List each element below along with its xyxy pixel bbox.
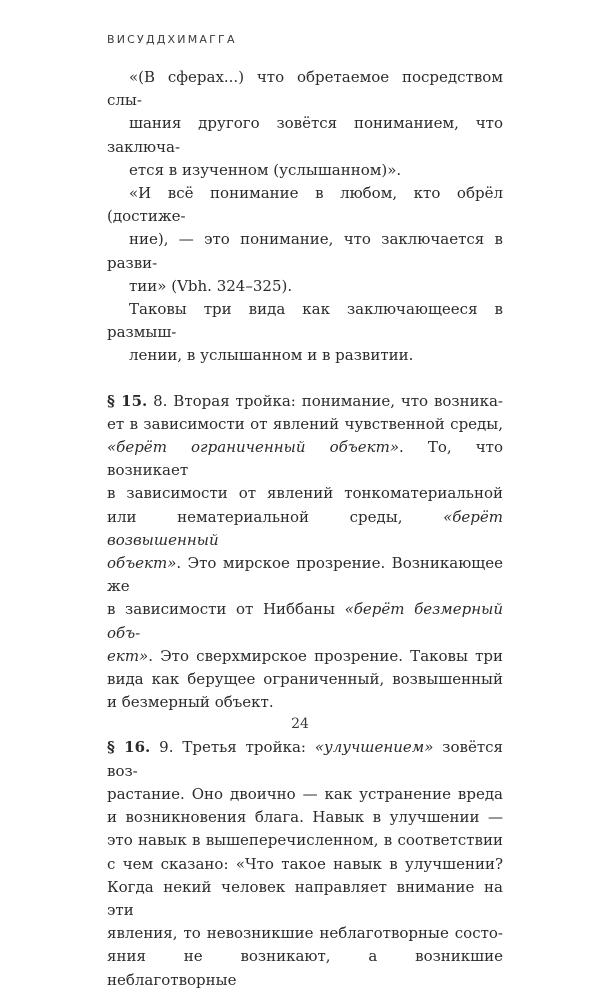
- text-line: ет в зависимости от явлений чувственной среды,: [107, 414, 503, 433]
- text-line: в зависимости от явлений тонкоматериальной: [107, 484, 503, 503]
- text-run: 9. Третья тройка:: [150, 738, 315, 757]
- text-run: в зависимости от Ниббаны: [107, 600, 345, 619]
- italic-quote: «берёт безмерный объ-: [107, 600, 503, 642]
- page-number: 24: [291, 716, 309, 732]
- paragraph-2: [107, 182, 503, 298]
- page-body: [107, 66, 503, 992]
- section-15: [107, 390, 503, 715]
- text-line: Когда некий человек направляет внимание на эти: [107, 877, 503, 919]
- running-title: ВИСУДДХИМАГГА: [107, 33, 237, 46]
- text-line: шания другого зовётся пониманием, что заключа-: [107, 114, 503, 156]
- text-run: 8. Вторая тройка: понимание, что возника-: [147, 391, 503, 410]
- text-run: . Это мирское прозрение. Возникающее же: [107, 554, 503, 596]
- text-line: [107, 598, 503, 644]
- text-line: [107, 506, 503, 552]
- text-line: Таковы три вида как заключающееся в размыш-: [107, 300, 503, 342]
- text-line: явления, то невозникшие неблаготворные состо-: [107, 924, 503, 943]
- text-line: ние), — это понимание, что заключается в разви-: [107, 230, 503, 272]
- text-line: тии» (Vbh. 324–325).: [129, 276, 293, 295]
- text-line: и безмерный объект.: [107, 693, 274, 712]
- section-16: [107, 736, 503, 991]
- text-run: . То, что возникает: [107, 438, 503, 480]
- text-line: [107, 736, 503, 782]
- text-line: вида как берущее ограниченный, возвышенный: [107, 670, 503, 689]
- text-line: «(В сферах...) что обретаемое посредством слы-: [107, 68, 503, 110]
- text-line: [107, 552, 503, 598]
- text-line: [107, 645, 503, 668]
- text-line: лении, в услышанном и в развитии.: [129, 346, 414, 365]
- text-run: или нематериальной среды,: [107, 507, 444, 526]
- paragraph-3: [107, 298, 503, 368]
- section-gap: [107, 368, 503, 390]
- text-run: зовётся воз-: [107, 738, 503, 780]
- text-line: с чем сказано: «Что такое навык в улучшении?: [107, 854, 503, 873]
- italic-quote: ект»: [107, 646, 149, 665]
- text-line: «И всё понимание в любом, кто обрёл (достиже-: [107, 184, 503, 226]
- text-line: яния не возникают, а возникшие неблаготворные: [107, 947, 503, 989]
- italic-term: «улучшением»: [314, 738, 434, 757]
- text-line: растание. Оно двоично — как устранение вреда: [107, 784, 503, 803]
- italic-quote: «берёт ограниченный объект»: [107, 438, 400, 457]
- section-marker: § 16.: [107, 738, 151, 757]
- text-run: . Это сверхмирское прозрение. Таковы три: [148, 646, 503, 665]
- text-line: [107, 436, 503, 482]
- paragraph-1: [107, 66, 503, 182]
- text-line: и возникновения блага. Навык в улучшении —: [107, 808, 503, 827]
- text-line: это навык в вышеперечисленном, в соответствии: [107, 831, 503, 850]
- text-line: ется в изученном (услышанном)».: [129, 160, 402, 179]
- text-line: [107, 390, 503, 413]
- italic-quote: объект»: [107, 554, 177, 573]
- section-marker: § 15.: [107, 391, 148, 410]
- italic-quote: «берёт возвышенный: [107, 507, 503, 549]
